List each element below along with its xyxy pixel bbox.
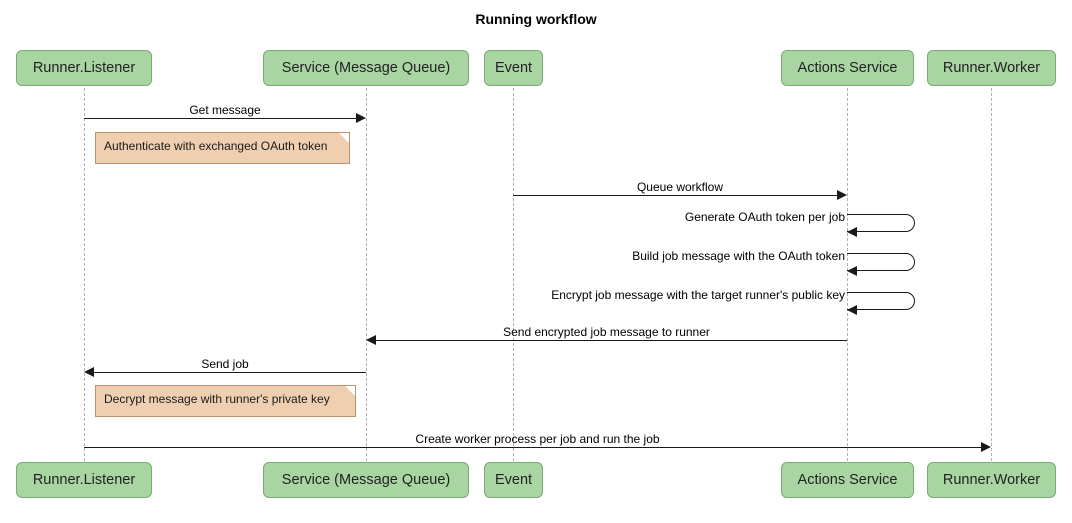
arrow-head-create-worker-process <box>981 442 991 452</box>
message-label-send-job: Send job <box>201 357 249 371</box>
participant-event-top[interactable]: Event <box>484 50 543 86</box>
participant-service-mq-top[interactable]: Service (Message Queue) <box>263 50 469 86</box>
message-line-get-message <box>84 118 356 119</box>
message-label-send-encrypted-job-message: Send encrypted job message to runner <box>503 325 710 339</box>
diagram-title: Running workflow <box>475 11 597 27</box>
message-line-send-encrypted-job-message <box>376 340 847 341</box>
arrow-head-send-encrypted-job-message <box>366 335 376 345</box>
arrow-head-encrypt-job-message <box>847 305 857 315</box>
participant-event-bottom[interactable]: Event <box>484 462 543 498</box>
message-line-queue-workflow <box>513 195 837 196</box>
message-line-send-job <box>94 372 366 373</box>
message-label-encrypt-job-message: Encrypt job message with the target runner's public key <box>551 288 845 302</box>
participant-runner-listener-bottom[interactable]: Runner.Listener <box>16 462 152 498</box>
note-text-decrypt-private-key: Decrypt message with runner's private key <box>104 392 330 406</box>
self-loop-generate-oauth-token <box>847 214 915 232</box>
participant-runner-listener-top[interactable]: Runner.Listener <box>16 50 152 86</box>
arrow-head-get-message <box>356 113 366 123</box>
note-authenticate-oauth <box>95 132 350 164</box>
lifeline-runner-listener <box>84 88 85 461</box>
message-line-create-worker-process <box>84 447 981 448</box>
lifeline-runner-worker <box>991 88 992 461</box>
lifeline-event <box>513 88 514 461</box>
message-label-build-job-message: Build job message with the OAuth token <box>632 249 845 263</box>
arrow-head-send-job <box>84 367 94 377</box>
message-label-queue-workflow: Queue workflow <box>636 180 724 194</box>
arrow-head-build-job-message <box>847 266 857 276</box>
note-fold-icon <box>345 386 355 396</box>
note-text-authenticate-oauth: Authenticate with exchanged OAuth token <box>104 139 328 153</box>
note-decrypt-private-key <box>95 385 356 417</box>
participant-runner-worker-top[interactable]: Runner.Worker <box>927 50 1056 86</box>
participant-service-mq-bottom[interactable]: Service (Message Queue) <box>263 462 469 498</box>
participant-actions-service-bottom[interactable]: Actions Service <box>781 462 914 498</box>
self-loop-encrypt-job-message <box>847 292 915 310</box>
lifeline-service-mq <box>366 88 367 461</box>
arrow-head-generate-oauth-token <box>847 227 857 237</box>
participant-actions-service-top[interactable]: Actions Service <box>781 50 914 86</box>
note-fold-icon <box>339 133 349 143</box>
participant-runner-worker-bottom[interactable]: Runner.Worker <box>927 462 1056 498</box>
message-label-generate-oauth-token: Generate OAuth token per job <box>684 210 845 224</box>
self-loop-build-job-message <box>847 253 915 271</box>
message-label-get-message: Get message <box>189 103 261 117</box>
message-label-create-worker-process: Create worker process per job and run the job <box>415 432 660 446</box>
arrow-head-queue-workflow <box>837 190 847 200</box>
